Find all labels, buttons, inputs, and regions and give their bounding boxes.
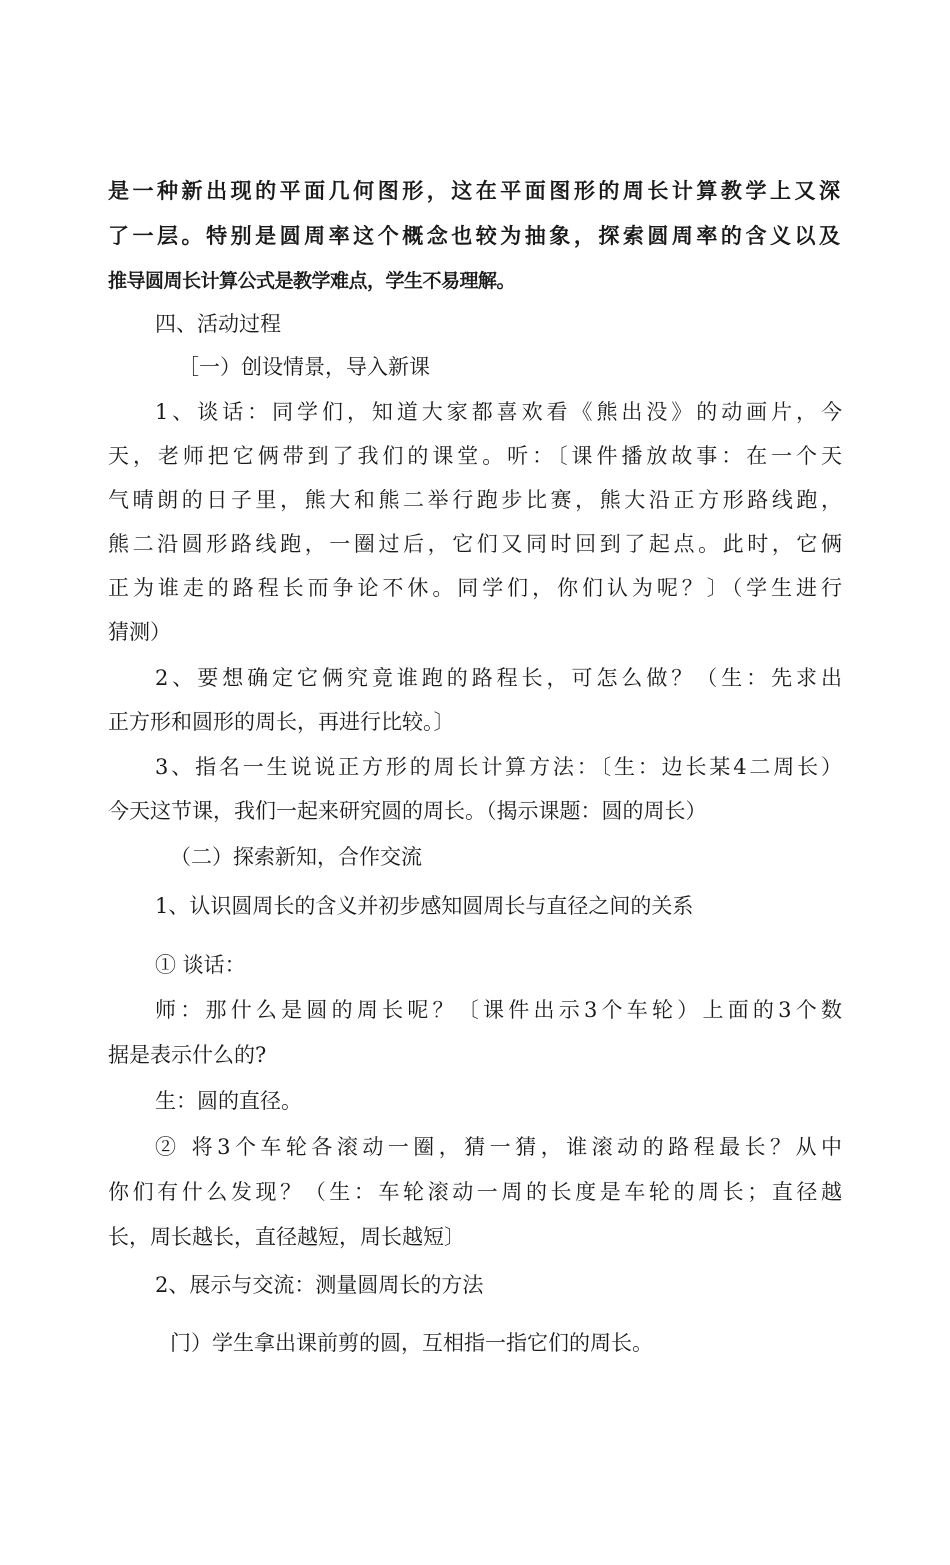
paragraph-line: 1、认识圆周长的含义并初步感知圆周长与直径之间的关系 bbox=[155, 894, 694, 918]
paragraph-line: 气晴朗的日子里，熊大和熊二举行跑步比赛，熊大沿正方形路线跑， bbox=[108, 488, 842, 512]
paragraph-line: 了一层。特别是圆周率这个概念也较为抽象，探索圆周率的含义以及 bbox=[108, 224, 842, 248]
subsection-heading: （二）探索新知，合作交流 bbox=[170, 845, 422, 869]
subsection-heading: ［一）创设情景，导入新课 bbox=[178, 355, 430, 379]
section-heading: 四、活动过程 bbox=[155, 312, 281, 336]
paragraph-line: 今天这节课，我们一起来研究圆的周长。（揭示课题：圆的周长） bbox=[108, 799, 707, 823]
paragraph-line: 1、谈话：同学们，知道大家都喜欢看《熊出没》的动画片，今 bbox=[155, 400, 842, 424]
paragraph-line: 熊二沿圆形路线跑，一圈过后，它们又同时回到了起点。此时，它俩 bbox=[108, 532, 842, 556]
paragraph-line: 3、指名一生说说正方形的周长计算方法：〔生：边长某4二周长） bbox=[155, 755, 842, 779]
paragraph-line: 正方形和圆形的周长，再进行比较。〕 bbox=[108, 710, 455, 734]
paragraph-line: 长，周长越长，直径越短，周长越短〕 bbox=[108, 1225, 465, 1249]
paragraph-line: 生：圆的直径。 bbox=[155, 1089, 302, 1113]
paragraph-line: ② 将3个车轮各滚动一圈，猜一猜，谁滚动的路程最长？从中 bbox=[155, 1135, 842, 1159]
paragraph-line: 师：那什么是圆的周长呢？〔课件出示3个车轮）上面的3个数 bbox=[155, 998, 842, 1022]
paragraph-line: ① 谈话： bbox=[155, 953, 246, 977]
paragraph-line: 2、要想确定它俩究竟谁跑的路程长，可怎么做？（生：先求出 bbox=[155, 666, 842, 690]
paragraph-line: 正为谁走的路程长而争论不休。同学们，你们认为呢？〕（学生进行 bbox=[108, 576, 842, 600]
paragraph-line: 推导圆周长计算公式是教学难点，学生不易理解。 bbox=[108, 270, 516, 292]
paragraph-line: 门）学生拿出课前剪的圆，互相指一指它们的周长。 bbox=[170, 1331, 653, 1355]
paragraph-line: 2、展示与交流：测量圆周长的方法 bbox=[155, 1273, 484, 1297]
paragraph-line: 是一种新出现的平面几何图形，这在平面图形的周长计算教学上又深 bbox=[108, 179, 842, 203]
paragraph-line: 你们有什么发现？（生：车轮滚动一周的长度是车轮的周长；直径越 bbox=[108, 1180, 842, 1204]
paragraph-line: 天，老师把它俩带到了我们的课堂。听：〔课件播放故事：在一个天 bbox=[108, 444, 842, 468]
paragraph-line: 据是表示什么的? bbox=[108, 1043, 267, 1067]
paragraph-line: 猜测） bbox=[108, 620, 171, 644]
